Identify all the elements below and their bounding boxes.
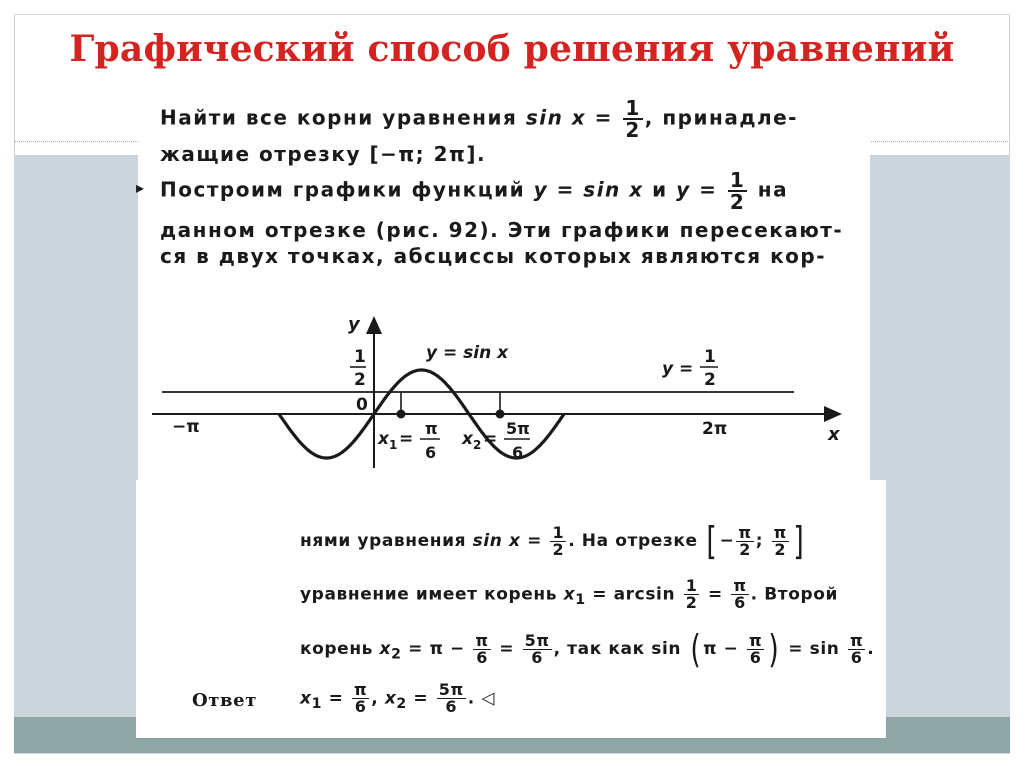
bullet-marker: ▸ xyxy=(136,178,145,197)
y-axis-label: y xyxy=(348,314,360,335)
x1-sub: 1 xyxy=(389,438,398,452)
problem-line-1: Найти все корни уравнения sin x = $\frac{1}{2}$ , принадле- xyxy=(160,96,798,142)
line-half-num: 1 xyxy=(704,347,716,367)
x2-sub: 2 xyxy=(473,438,482,452)
fraction-one-half: $\frac{1}{2}$ xyxy=(729,168,746,214)
x2-den: 6 xyxy=(512,443,524,462)
problem-line-5: ся в двух точках, абсциссы которых являются кор- xyxy=(160,244,827,268)
root-point-1 xyxy=(397,410,406,419)
x1-var: x xyxy=(378,429,389,449)
x2-num: 5π xyxy=(506,419,530,438)
solution-line-2: уравнение имеет корень $x_1 = \arcsin$ $\frac{1}{2}$ = $\frac{\pi}{6}$ . Второй xyxy=(300,576,839,612)
sin-label: y = sin x xyxy=(426,343,509,363)
minus-pi-label: −π xyxy=(172,417,200,437)
x2-var: x xyxy=(462,429,473,449)
solution-line-1: нями уравнения sin x = $\frac{1}{2}$ . На отрезке [ − $\frac{\pi}{2}$ ; $\frac{\pi}{2}$ ] xyxy=(300,519,805,563)
line-label: y = xyxy=(662,359,694,379)
x1-den: 6 xyxy=(425,443,437,462)
problem-line-3: Построим графики функций y = sin x и y = $\frac{1}{2}$ на xyxy=(160,168,789,214)
x1-eq: = xyxy=(399,429,414,449)
problem-line-2: жащие отрезку [−π; 2π]. xyxy=(160,142,487,166)
answer-label: Ответ xyxy=(192,690,257,711)
y-half-num: 1 xyxy=(354,347,366,367)
x2-eq: = xyxy=(483,429,498,449)
answer-line: $x_1$ = $\frac{\pi}{6}$ , $x_2$ = $\frac{5\pi}{6}$ . ◁ xyxy=(300,680,496,716)
origin-label: 0 xyxy=(356,395,368,415)
two-pi-label: 2π xyxy=(702,419,728,439)
y-half-den: 2 xyxy=(354,370,366,390)
x1-num: π xyxy=(425,419,438,438)
problem-line-4: данном отрезке (рис. 92). Эти графики пересекают- xyxy=(160,218,844,242)
fraction-one-half: $\frac{1}{2}$ xyxy=(625,96,641,142)
line-half-den: 2 xyxy=(704,370,716,390)
x-axis-label: x xyxy=(828,424,840,445)
solution-line-3: корень $x_2 = \pi$ − $\frac{\pi}{6}$ = $\frac{5\pi}{6}$ , так как sin ( π − $\frac{\pi}{6}$ ) = sin $\frac{\pi}{6}$ . xyxy=(300,627,875,671)
root-point-2 xyxy=(496,410,505,419)
sine-graph xyxy=(150,310,850,470)
slide-title: Графический способ решения уравнений xyxy=(69,28,955,70)
